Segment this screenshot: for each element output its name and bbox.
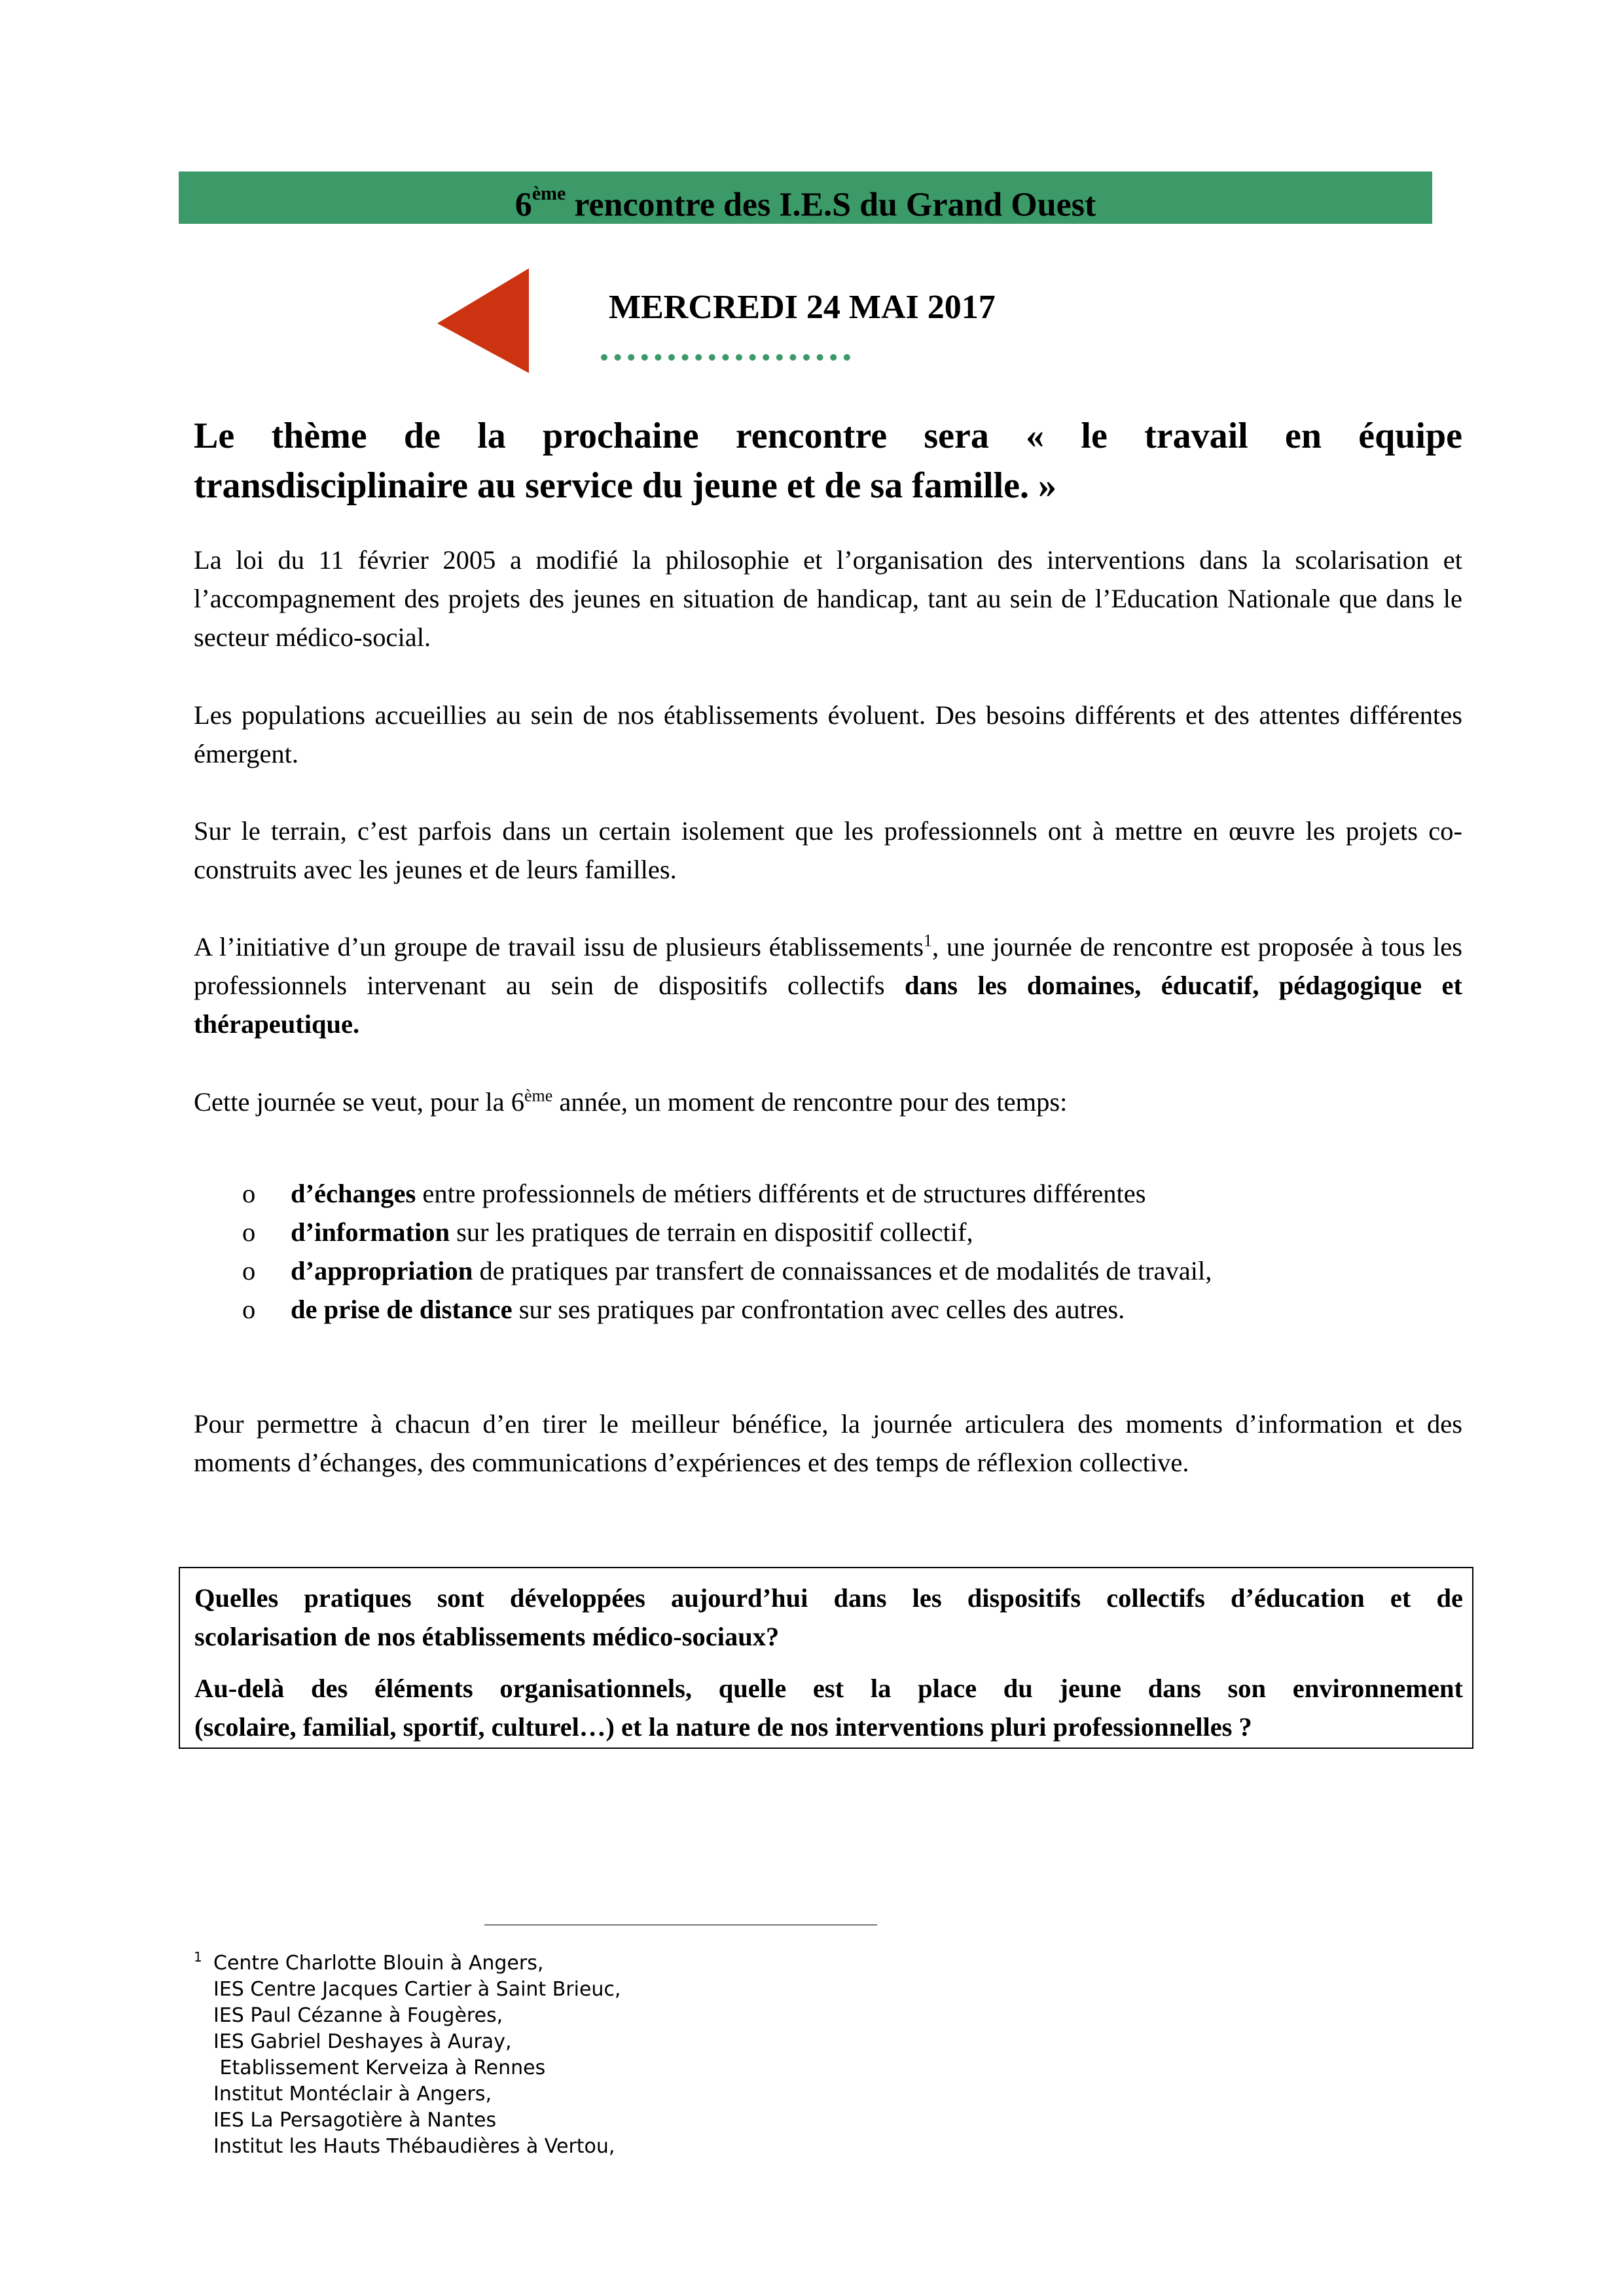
footnote-mark: 1 — [194, 1949, 202, 1965]
question-1 — [194, 1579, 1463, 1656]
dot — [668, 354, 675, 361]
theme-line-1: Le thème de la prochaine rencontre sera « le travail en équipe — [194, 416, 1462, 456]
list-item — [194, 1251, 1462, 1290]
paragraph-journee — [194, 1083, 1462, 1121]
dot — [803, 354, 810, 361]
question-1-line-1: Quelles pratiques sont développées aujourd’hui dans les dispositifs collectifs d’éducation et de — [194, 1583, 1463, 1613]
footnote-line: IES Paul Cézanne à Fougères, — [213, 2004, 503, 2027]
list-item-text: entre professionnels de métiers différents et de structures différentes — [416, 1179, 1146, 1208]
p5-text-b: année, un moment de rencontre pour des temps: — [552, 1087, 1068, 1117]
theme-line-2: transdisciplinaire au service du jeune et de sa famille. » — [194, 465, 1056, 506]
bullet-icon: o — [242, 1179, 256, 1208]
dot — [830, 354, 837, 361]
dot — [641, 354, 648, 361]
footnote-line: Etablissement Kerveiza à Rennes — [213, 2056, 546, 2079]
footnote-line: IES Centre Jacques Cartier à Saint Brieuc, — [213, 1978, 621, 2001]
list-item-text: sur ses pratiques par confrontation avec celles des autres. — [512, 1295, 1125, 1324]
p5-text-a: Cette journée se veut, pour la 6 — [194, 1087, 524, 1117]
list-item — [194, 1213, 1462, 1251]
bullet-icon: o — [242, 1295, 256, 1324]
bullet-icon: o — [242, 1217, 256, 1247]
footnote-line: IES Gabriel Deshayes à Auray, — [213, 2030, 512, 2053]
footnote-line: Institut Montéclair à Angers, — [213, 2083, 492, 2106]
dot — [722, 354, 729, 361]
objectives-list — [194, 1174, 1462, 1329]
paragraph-law: La loi du 11 février 2005 a modifié la philosophie et l’organisation des interventions dans la scolarisation et l’accompagnement des projets des jeunes en situation de handicap, tant au sein de l’Education Nationale que dans le secteur médico-social. — [194, 545, 1462, 652]
list-item-bold: d’échanges — [291, 1179, 416, 1208]
dot — [763, 354, 769, 361]
list-item — [194, 1174, 1462, 1213]
dot — [628, 354, 634, 361]
list-item-text: sur les pratiques de terrain en dispositif collectif, — [450, 1217, 973, 1247]
dot — [695, 354, 702, 361]
dot — [817, 354, 823, 361]
dot — [655, 354, 661, 361]
question-2 — [194, 1669, 1463, 1746]
footnote-line: Centre Charlotte Blouin à Angers, — [213, 1952, 544, 1975]
question-1-line-2: scolarisation de nos établissements médico-sociaux? — [194, 1622, 780, 1651]
dot — [736, 354, 742, 361]
list-item-bold: d’information — [291, 1217, 450, 1247]
p4-text-b: , une journée de rencontre est proposée à tous les professionnels intervenant au sein de dispositifs collectifs — [194, 932, 1462, 1000]
dot — [601, 354, 607, 361]
paragraph-terrain: Sur le terrain, c’est parfois dans un certain isolement que les professionnels ont à mettre en œuvre les projets co-construits avec les jeunes et de leurs familles. — [194, 816, 1462, 884]
footnote-reference: 1 — [923, 931, 932, 950]
p4-text-a: A l’initiative d’un groupe de travail issu de plusieurs établissements — [194, 932, 924, 961]
footnotes — [194, 1950, 621, 2160]
dot — [789, 354, 796, 361]
dotted-rule — [600, 353, 862, 361]
triangle-arrow-icon — [437, 268, 530, 373]
dot — [615, 354, 621, 361]
list-item-bold: de prise de distance — [291, 1295, 513, 1324]
paragraph-populations: Les populations accueillies au sein de nos établissements évoluent. Des besoins différents et des attentes différentes émergent. — [194, 700, 1462, 768]
bullet-icon: o — [242, 1256, 256, 1285]
banner-ordinal: 6 — [514, 186, 532, 224]
footnote-separator — [484, 1924, 877, 1926]
dot — [776, 354, 783, 361]
paragraph-benefice: Pour permettre à chacun d’en tirer le meilleur bénéfice, la journée articulera des moments d’information et des moments d’échanges, des communications d’expériences et des temps de réflexion collective. — [194, 1409, 1462, 1477]
list-item — [194, 1290, 1462, 1329]
dot — [844, 354, 850, 361]
dot — [709, 354, 715, 361]
footnote-line: IES La Persagotière à Nantes — [213, 2109, 497, 2132]
question-2-line-2: (scolaire, familial, sportif, culturel…) et la nature de nos interventions pluri professionnelles ? — [194, 1712, 1252, 1742]
questions-box — [179, 1567, 1473, 1749]
paragraph-initiative — [194, 927, 1462, 1043]
event-date: MERCREDI 24 MAI 2017 — [609, 289, 996, 326]
list-item-text: de pratiques par transfert de connaissances et de modalités de travail, — [473, 1256, 1212, 1285]
question-2-line-1: Au-delà des éléments organisationnels, quelle est la place du jeune dans son environnement — [194, 1674, 1463, 1703]
p5-superscript: ème — [524, 1086, 553, 1105]
banner-ordinal-suffix: ème — [532, 183, 566, 204]
banner-title: rencontre des I.E.S du Grand Ouest — [566, 186, 1096, 224]
title-banner — [179, 171, 1432, 224]
footnote-line: Institut les Hauts Thébaudières à Vertou, — [213, 2135, 615, 2158]
p4-bold-domains: dans les domaines, éducatif, pédagogique et thérapeutique. — [194, 971, 1462, 1039]
theme-heading — [194, 411, 1462, 511]
dot — [682, 354, 689, 361]
list-item-bold: d’appropriation — [291, 1256, 473, 1285]
dot — [749, 354, 756, 361]
